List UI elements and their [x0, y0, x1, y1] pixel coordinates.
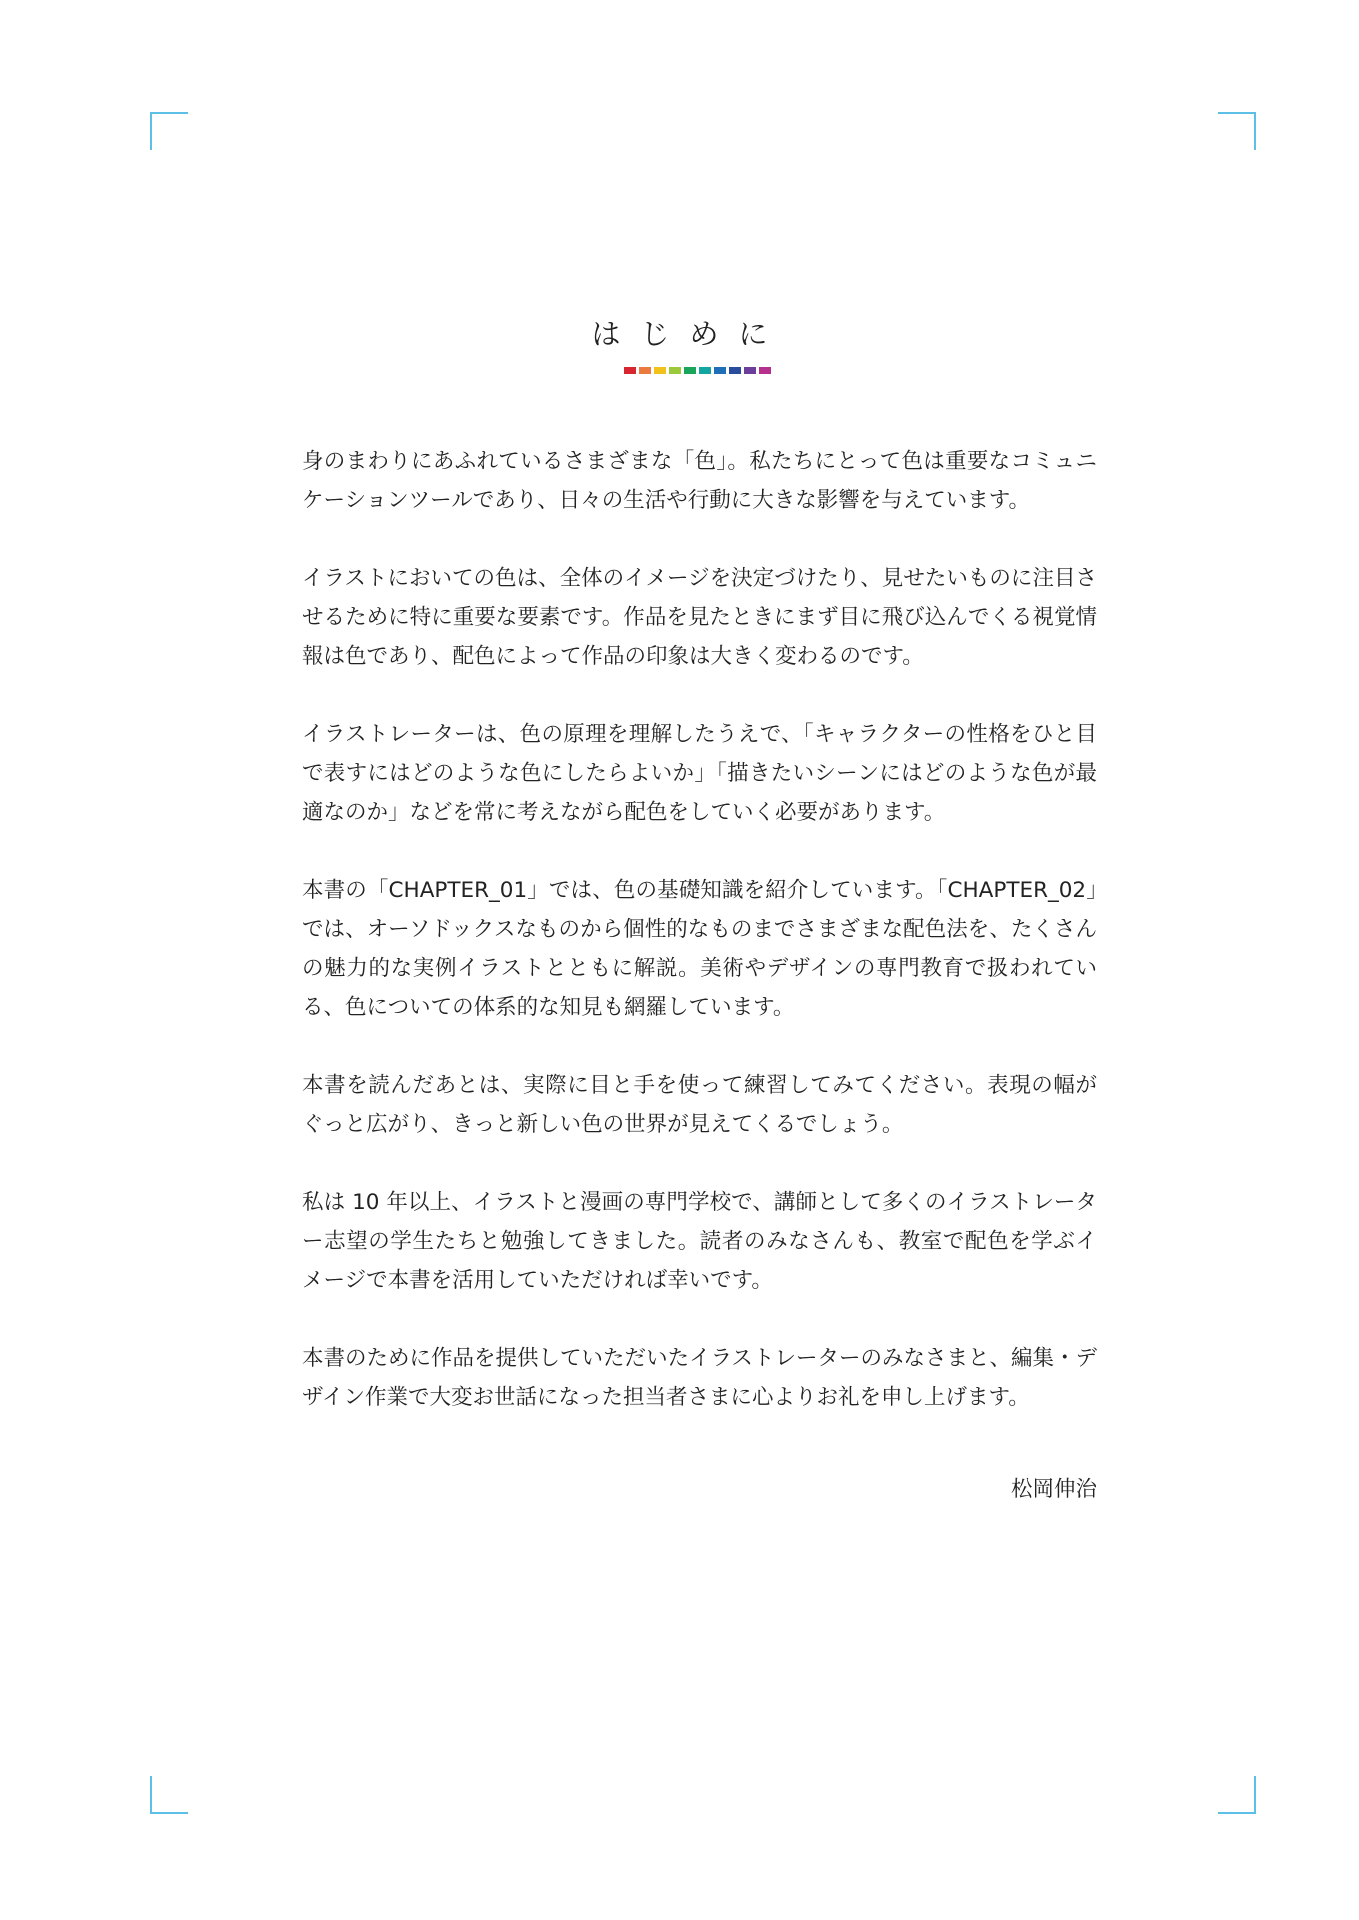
- color-swatch: [759, 367, 771, 374]
- color-swatch: [699, 367, 711, 374]
- color-swatch: [714, 367, 726, 374]
- crop-mark-bottom-left: [150, 1776, 188, 1814]
- paragraph-6: 私は 10 年以上、イラストと漫画の専門学校で、講師として多くのイラストレーター志望の学生たちと勉強してきました。読者のみなさんも、教室で配色を学ぶイメージで本書を活用していただければ幸いです。: [302, 1190, 1097, 1293]
- paragraph-2: イラストにおいての色は、全体のイメージを決定づけたり、見せたいものに注目させるために特に重要な要素です。作品を見たときにまず目に飛び込んでくる視覚情報は色であり、配色によって作品の印象は大きく変わるのです。: [302, 566, 1097, 669]
- color-swatch: [684, 367, 696, 374]
- paragraph-7: 本書のために作品を提供していただいたイラストレーターのみなさまと、編集・デザイン作業で大変お世話になった担当者さまに心よりお礼を申し上げます。: [302, 1346, 1097, 1410]
- crop-mark-top-right: [1218, 112, 1256, 150]
- introduction-body: [302, 442, 1097, 1456]
- crop-mark-bottom-right: [1218, 1776, 1256, 1814]
- color-swatch: [729, 367, 741, 374]
- title-color-bar: [624, 367, 774, 374]
- paragraph-1: 身のまわりにあふれているさまざまな「色」。私たちにとって色は重要なコミュニケーションツールであり、日々の生活や行動に大きな影響を与えています。: [302, 449, 1097, 513]
- author-signature: 松岡伸治: [1010, 1477, 1097, 1502]
- crop-mark-top-left: [150, 112, 188, 150]
- paragraph-4: 本書の「CHAPTER_01」では、色の基礎知識を紹介しています。「CHAPTER_02」では、オーソドックスなものから個性的なものまでさまざまな配色法を、たくさんの魅力的な実例イラストとともに解説。美術やデザインの専門教育で扱われている、色についての体系的な知見も網羅しています。: [302, 878, 1097, 1020]
- paragraph-5: 本書を読んだあとは、実際に目と手を使って練習してみてください。表現の幅がぐっと広がり、きっと新しい色の世界が見えてくるでしょう。: [302, 1073, 1097, 1137]
- color-swatch: [669, 367, 681, 374]
- color-swatch: [639, 367, 651, 374]
- color-swatch: [744, 367, 756, 374]
- color-swatch: [624, 367, 636, 374]
- paragraph-3: イラストレーターは、色の原理を理解したうえで、「キャラクターの性格をひと目で表すにはどのような色にしたらよいか」「描きたいシーンにはどのような色が最適なのか」などを常に考えながら配色をしていく必要があります。: [302, 722, 1097, 825]
- color-swatch: [654, 367, 666, 374]
- page-title: はじめに: [591, 317, 788, 351]
